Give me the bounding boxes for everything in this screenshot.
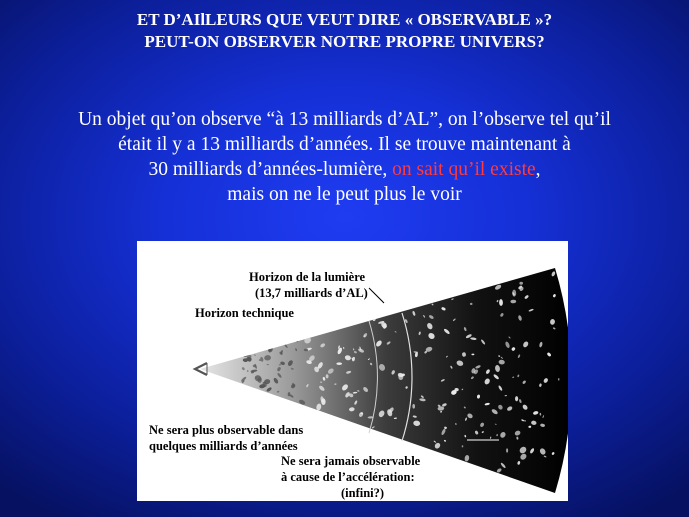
label-plus-observable-1: Ne sera plus observable dans — [149, 423, 304, 437]
slide-title-line-2: PEUT-ON OBSERVER NOTRE PROPRE UNIVERS? — [144, 32, 545, 51]
galaxy-dot — [302, 331, 307, 337]
galaxy-dot — [529, 264, 533, 268]
galaxy-dot — [326, 374, 329, 378]
universe-cone-figure — [137, 241, 568, 501]
galaxy-dot — [389, 302, 392, 303]
galaxy-dot — [556, 262, 560, 264]
body-line-3 — [10, 157, 679, 183]
galaxy-dot — [520, 259, 527, 266]
galaxy-dot — [312, 329, 314, 332]
galaxy-dot — [336, 362, 342, 365]
body-line-3-highlight: on sait qu’il existe — [392, 159, 536, 180]
galaxy-dot — [543, 257, 546, 260]
label-horizon-lumiere-2: (13,7 milliards d’AL) — [255, 286, 368, 300]
label-jamais-3: (infini?) — [341, 486, 385, 500]
label-plus-observable-2: quelques milliards d’années — [149, 439, 298, 453]
galaxy-dot — [519, 282, 523, 285]
body-line-2: était il y a 13 milliards d’années. Il se trouve maintenant à — [118, 134, 571, 155]
label-jamais-2: à cause de l’accélération: — [281, 470, 415, 484]
label-horizon-technique: Horizon technique — [195, 306, 294, 320]
label-jamais-1: Ne sera jamais observable — [281, 454, 421, 468]
galaxy-dot — [306, 333, 309, 335]
galaxy-dot — [399, 304, 404, 307]
galaxy-dot — [420, 290, 424, 295]
galaxy-dot — [366, 309, 373, 316]
body-line-1: Un objet qu’on observe “à 13 milliards d’AL”, on l’observe tel qu’il — [78, 109, 611, 130]
galaxy-dot — [303, 332, 308, 336]
body-line-3-prefix: 30 milliards d’années-lumière, — [148, 159, 393, 180]
galaxy-dot — [544, 266, 547, 267]
slide-title-line-1: ET D’AIlLEURS QUE VEUT DIRE « OBSERVABLE »? — [136, 10, 553, 29]
label-horizon-lumiere-1: Horizon de la lumière — [249, 270, 366, 284]
galaxy-dot — [515, 396, 518, 401]
galaxy-dot — [544, 251, 551, 258]
label-pointer-lumiere — [369, 288, 384, 303]
galaxy-dot — [557, 253, 560, 255]
galaxy-dot — [451, 292, 456, 294]
galaxy-dot — [527, 264, 533, 270]
galaxy-dot — [540, 263, 543, 266]
body-line-4: mais on ne le peut plus le voir — [227, 184, 462, 205]
body-line-3-suffix: , — [535, 159, 541, 180]
galaxy-dot — [290, 339, 295, 343]
galaxy-dot — [328, 321, 336, 328]
